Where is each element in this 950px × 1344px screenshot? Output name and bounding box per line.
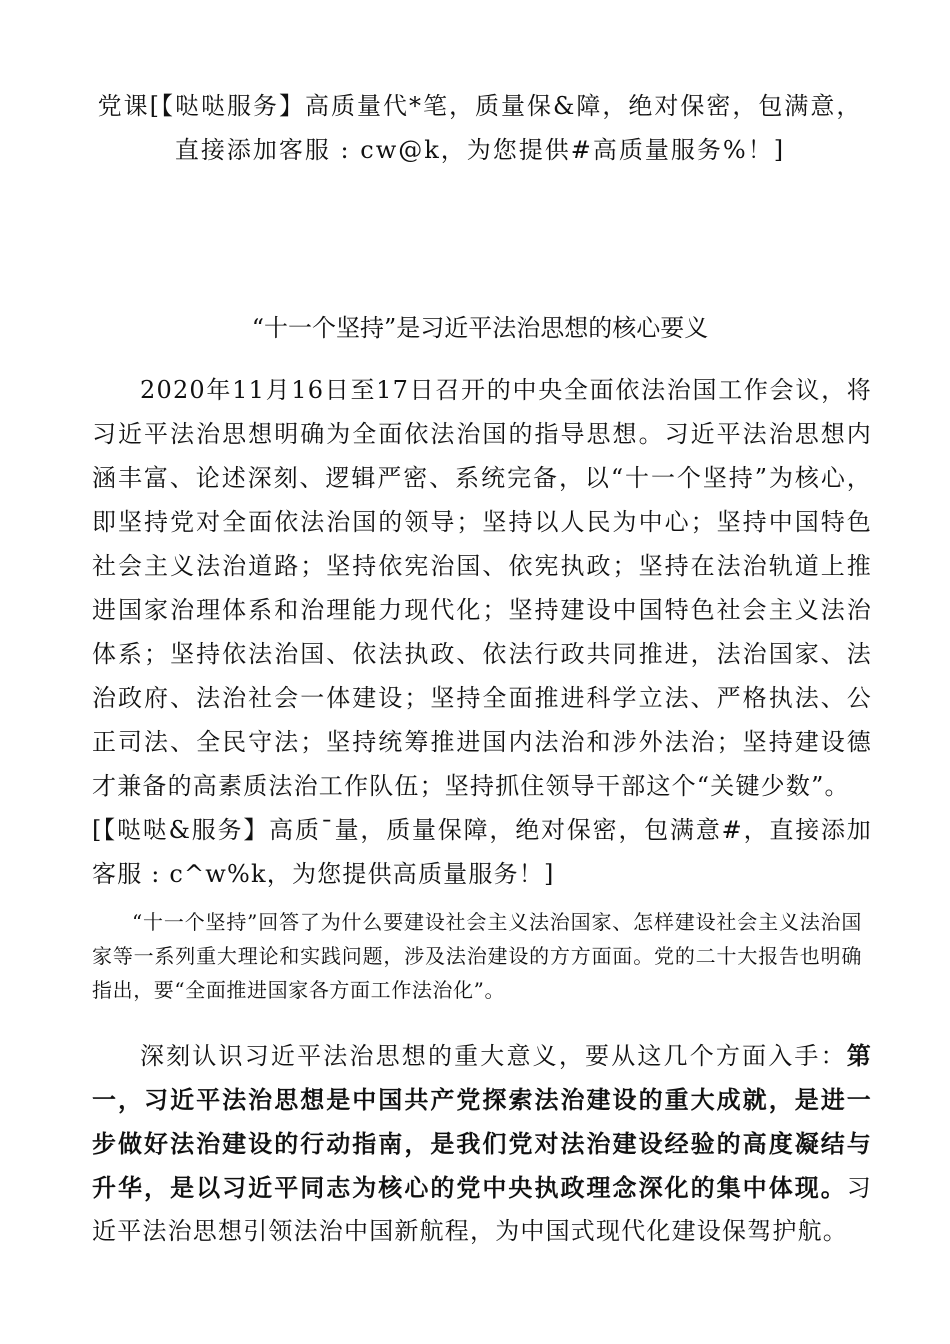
quote-paragraph: “十一个坚持”回答了为什么要建设社会主义法治国家、怎样建设社会主义法治国家等一系列重大理论和实践问题，涉及法治建设的方方面面。党的二十大报告也明确指出，要“全面推进国家各方面工作法治化”。 bbox=[92, 910, 862, 1002]
article-title: “十一个坚持”是习近平法治思想的核心要义 bbox=[251, 314, 709, 342]
paragraph-1-text: 2020年11月16日至17日召开的中央全面依法治国工作会议，将习近平法治思想明确为全面依法治国的指导思想。习近平法治思想内涵丰富、论述深刻、逻辑严密、系统完备，以“十一个坚持”为核心，即坚持党对全面依法治国的领导；坚持以人民为中心；坚持中国特色社会主义法治道路；坚持依宪治国、依宪执政；坚持在法治轨道上推进国家治理体系和治理能力现代化；坚持建设中国特色社会主义法治体系；坚持依法治国、依法执政、依法行政共同推进，法治国家、法治政府、法治社会一体建设；坚持全面推进科学立法、严格执法、公正司法、全民守法；坚持统筹推进国内法治和涉外法治；坚持建设德才兼备的高素质法治工作队伍；坚持抓住领导干部这个“关键少数”。 bbox=[92, 376, 872, 800]
paragraph-1 bbox=[92, 368, 872, 896]
header-notice bbox=[80, 84, 880, 172]
paragraph-3-bold: 第一，习近平法治思想是中国共产党探索法治建设的重大成就，是进一步做好法治建设的行动指南，是我们党对法治建设经验的高度凝结与升华，是以习近平同志为核心的党中央执政理念深化的集中体现。 bbox=[92, 1041, 872, 1202]
paragraph-3-intro: 深刻认识习近平法治思想的重大意义，要从这几个方面入手： bbox=[140, 1042, 847, 1070]
header-line-2: 直接添加客服 : cw@k，为您提供#高质量服务%！] bbox=[174, 136, 786, 164]
paragraph-3-rest: 习近平法治思想引领法治中国新航程，为中国式现代化建设保驾护航。 bbox=[92, 1174, 872, 1245]
service-ad-notice: [【哒哒&服务】高质¯量，质量保障，绝对保密，包满意#，直接添加客服 : c^w%k，为您提供高质量服务！] bbox=[92, 816, 872, 888]
paragraph-3 bbox=[92, 1034, 872, 1253]
header-line-1: 党课[【哒哒服务】高质量代*笔，质量保&障，绝对保密，包满意， bbox=[97, 92, 863, 120]
